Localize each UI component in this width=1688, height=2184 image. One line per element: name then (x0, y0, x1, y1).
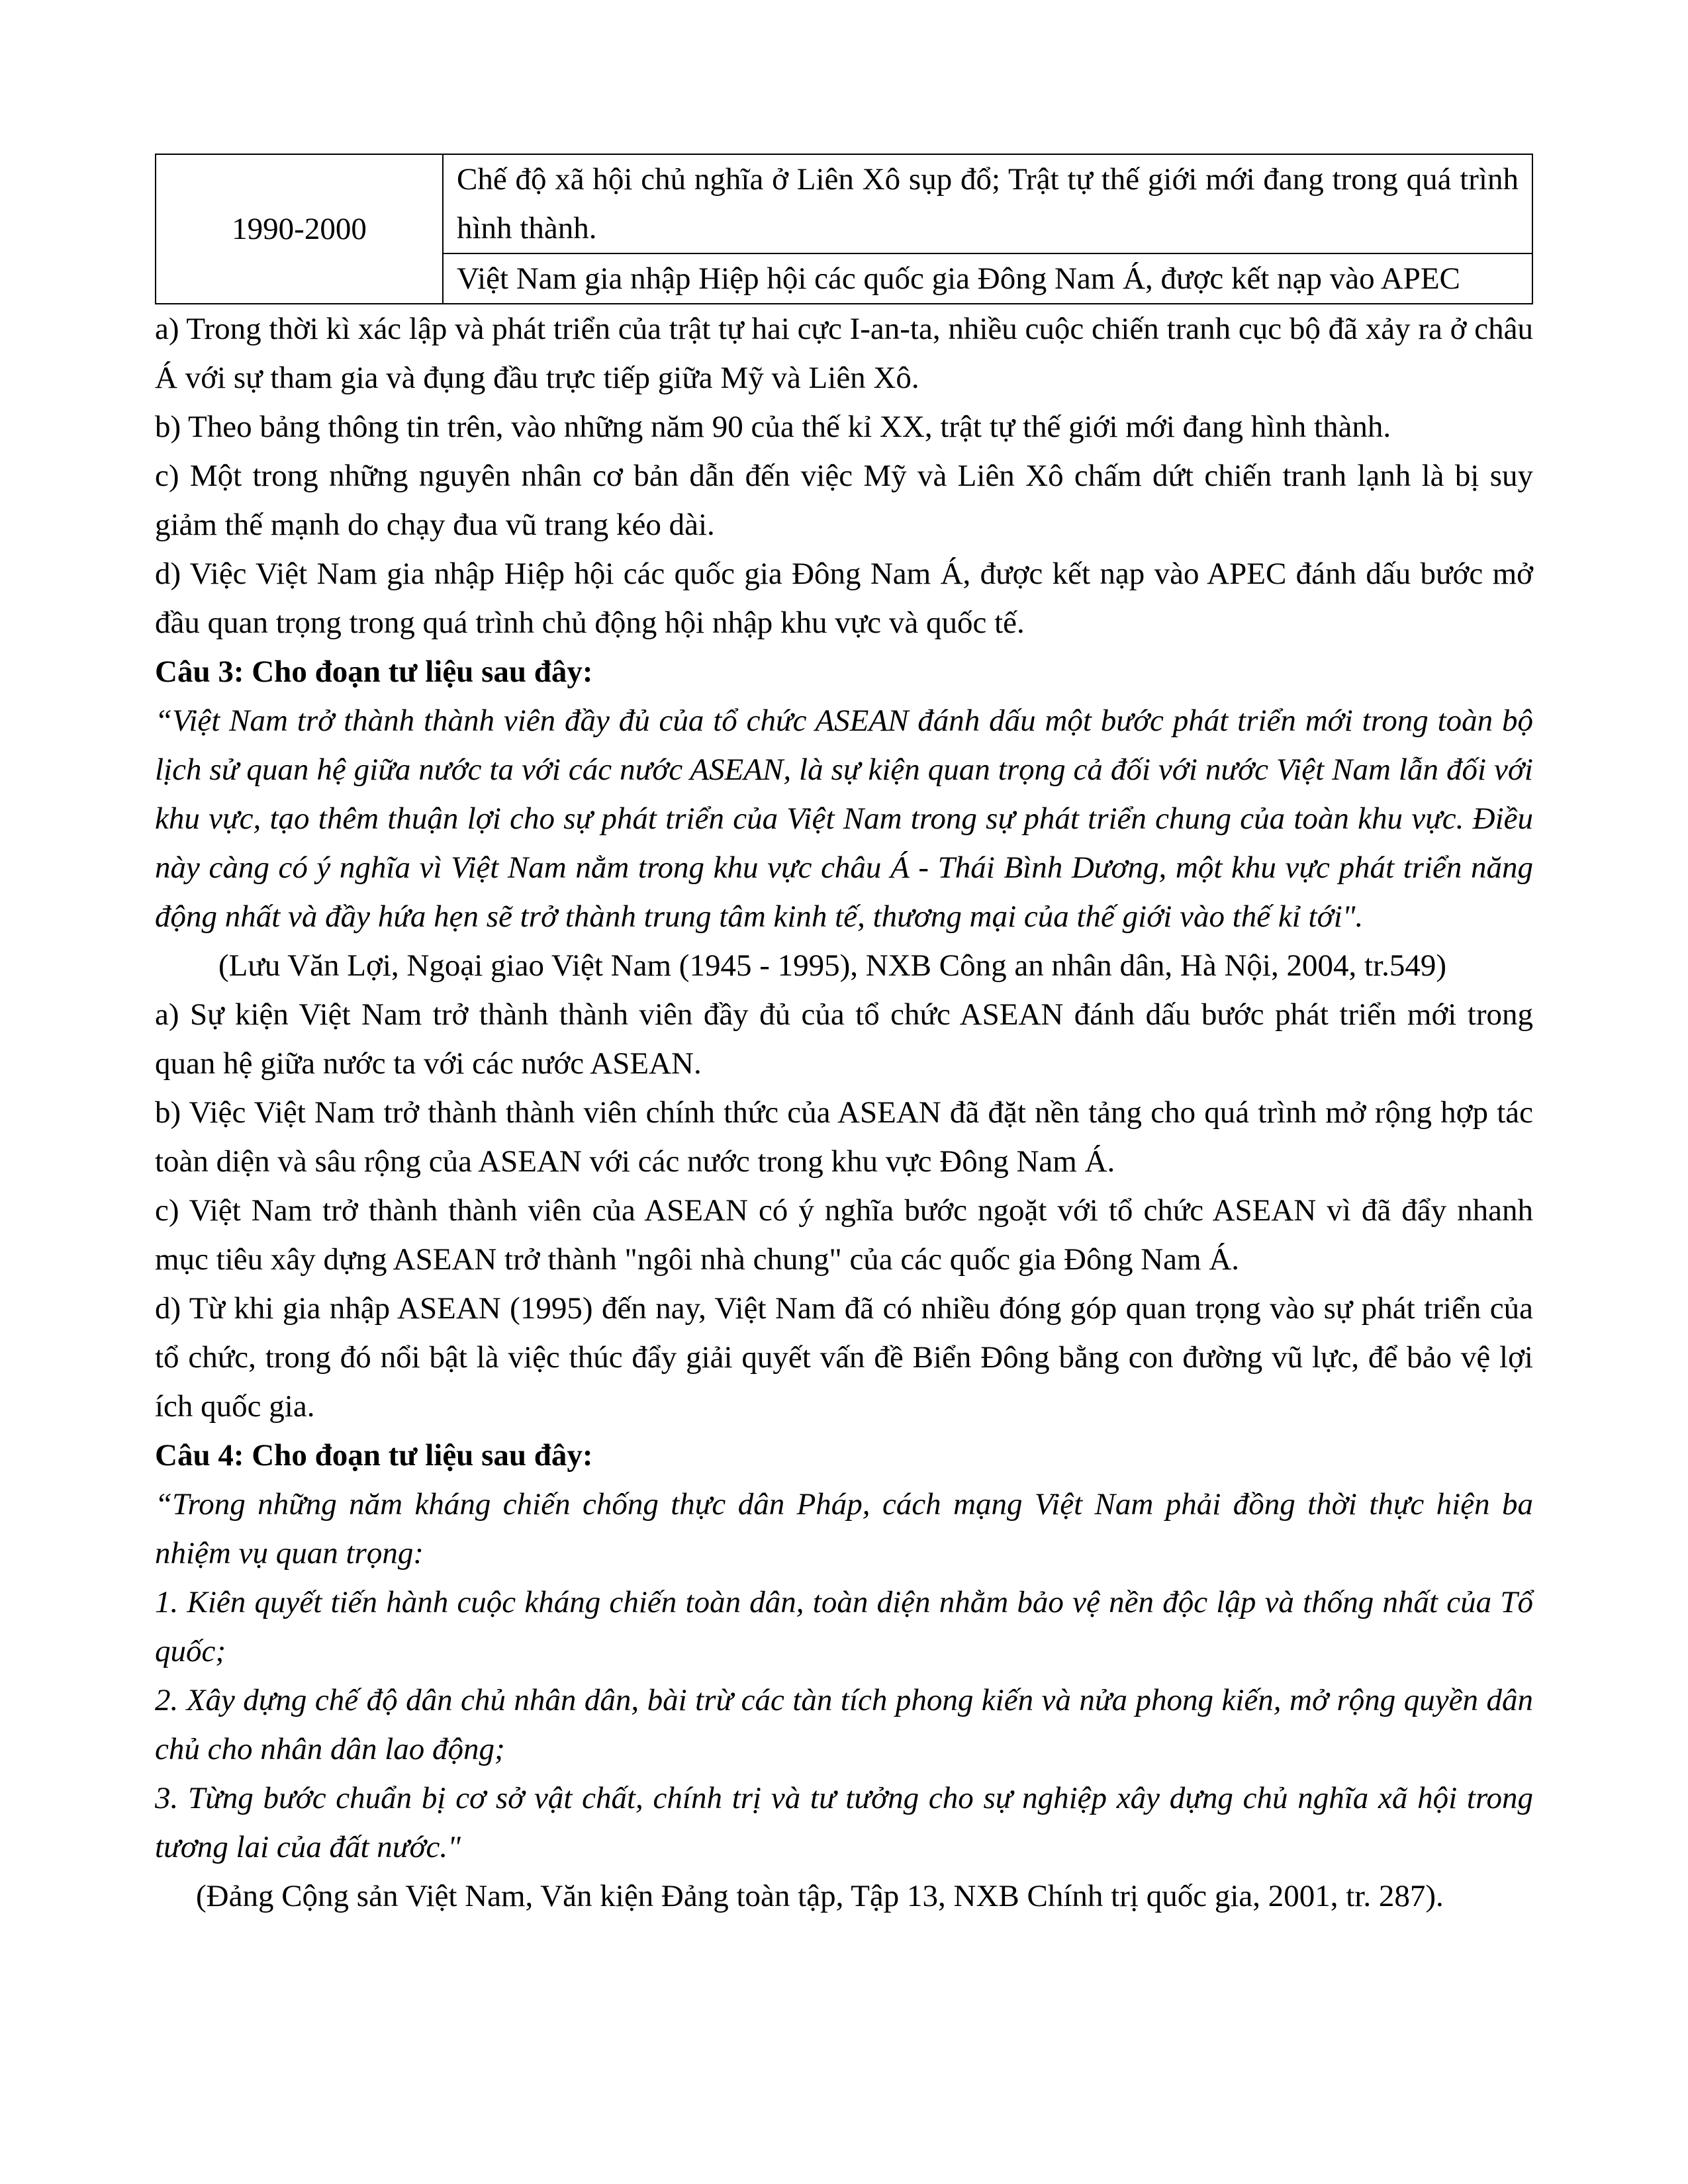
event-cell: Việt Nam gia nhập Hiệp hội các quốc gia Đông Nam Á, được kết nạp vào APEC (443, 253, 1532, 304)
question-4-heading: Câu 4: Cho đoạn tư liệu sau đây: (155, 1438, 593, 1473)
year-cell: 1990-2000 (156, 154, 443, 304)
q3-option-b: b) Việc Việt Nam trở thành thành viên chính thức của ASEAN đã đặt nền tảng cho quá trình mở rộng hợp tác toàn diện và sâu rộng của ASEAN với các nước trong khu vực Đông Nam Á. (155, 1095, 1533, 1179)
q2-option-b: b) Theo bảng thông tin trên, vào những năm 90 của thế kỉ XX, trật tự thế giới mới đang hình thành. (155, 410, 1391, 444)
event-cell: Chế độ xã hội chủ nghĩa ở Liên Xô sụp đổ; Trật tự thế giới mới đang trong quá trình hình thành. (443, 154, 1532, 253)
timeline-table (155, 154, 1533, 304)
question-4-source: (Đảng Cộng sản Việt Nam, Văn kiện Đảng toàn tập, Tập 13, NXB Chính trị quốc gia, 2001, tr. 287). (196, 1879, 1444, 1913)
q2-option-c: c) Một trong những nguyên nhân cơ bản dẫn đến việc Mỹ và Liên Xô chấm dứt chiến tranh lạnh là bị suy giảm thế mạnh do chạy đua vũ trang kéo dài. (155, 459, 1533, 542)
q2-option-a: a) Trong thời kì xác lập và phát triển của trật tự hai cực I-an-ta, nhiều cuộc chiến tranh cục bộ đã xảy ra ở châu Á với sự tham gia và đụng đầu trực tiếp giữa Mỹ và Liên Xô. (155, 312, 1533, 395)
table-row (156, 154, 1532, 253)
question-4-quote-item-3: 3. Từng bước chuẩn bị cơ sở vật chất, chính trị và tư tưởng cho sự nghiệp xây dựng chủ nghĩa xã hội trong tương lai của đất nước." (155, 1781, 1533, 1864)
question-3-quote: “Việt Nam trở thành thành viên đầy đủ của tổ chức ASEAN đánh dấu một bước phát triển mới trong toàn bộ lịch sử quan hệ giữa nước ta với các nước ASEAN, là sự kiện quan trọng cả đối với nước Việt Nam lẫn đối với khu vực, tạo thêm thuận lợi cho sự phát triển của Việt Nam trong sự phát triển chung của toàn khu vực. Điều này càng có ý nghĩa vì Việt Nam nằm trong khu vực châu Á - Thái Bình Dương, một khu vực phát triển năng động nhất và đầy hứa hẹn sẽ trở thành trung tâm kinh tế, thương mại của thế giới vào thế kỉ tới". (155, 704, 1533, 934)
question-4-quote-item-1: 1. Kiên quyết tiến hành cuộc kháng chiến toàn dân, toàn diện nhằm bảo vệ nền độc lập và thống nhất của Tổ quốc; (155, 1585, 1533, 1668)
q3-option-d: d) Từ khi gia nhập ASEAN (1995) đến nay, Việt Nam đã có nhiều đóng góp quan trọng vào sự phát triển của tổ chức, trong đó nổi bật là việc thúc đẩy giải quyết vấn đề Biển Đông bằng con đường vũ lực, để bảo vệ lợi ích quốc gia. (155, 1291, 1533, 1424)
question-4-quote-intro: “Trong những năm kháng chiến chống thực dân Pháp, cách mạng Việt Nam phải đồng thời thực hiện ba nhiệm vụ quan trọng: (155, 1487, 1533, 1570)
q3-option-c: c) Việt Nam trở thành thành viên của ASEAN có ý nghĩa bước ngoặt với tổ chức ASEAN vì đã đẩy nhanh mục tiêu xây dựng ASEAN trở thành "ngôi nhà chung" của các quốc gia Đông Nam Á. (155, 1193, 1533, 1277)
question-3-source: (Lưu Văn Lợi, Ngoại giao Việt Nam (1945 - 1995), NXB Công an nhân dân, Hà Nội, 2004, tr.549) (218, 948, 1446, 983)
document-page (155, 154, 1533, 1921)
question-3-heading: Câu 3: Cho đoạn tư liệu sau đây: (155, 655, 593, 689)
q3-option-a: a) Sự kiện Việt Nam trở thành thành viên đầy đủ của tổ chức ASEAN đánh dấu bước phát triển mới trong quan hệ giữa nước ta với các nước ASEAN. (155, 997, 1533, 1081)
question-4-quote-item-2: 2. Xây dựng chế độ dân chủ nhân dân, bài trừ các tàn tích phong kiến và nửa phong kiến, mở rộng quyền dân chủ cho nhân dân lao động; (155, 1683, 1533, 1766)
q2-option-d: d) Việc Việt Nam gia nhập Hiệp hội các quốc gia Đông Nam Á, được kết nạp vào APEC đánh dấu bước mở đầu quan trọng trong quá trình chủ động hội nhập khu vực và quốc tế. (155, 557, 1533, 640)
